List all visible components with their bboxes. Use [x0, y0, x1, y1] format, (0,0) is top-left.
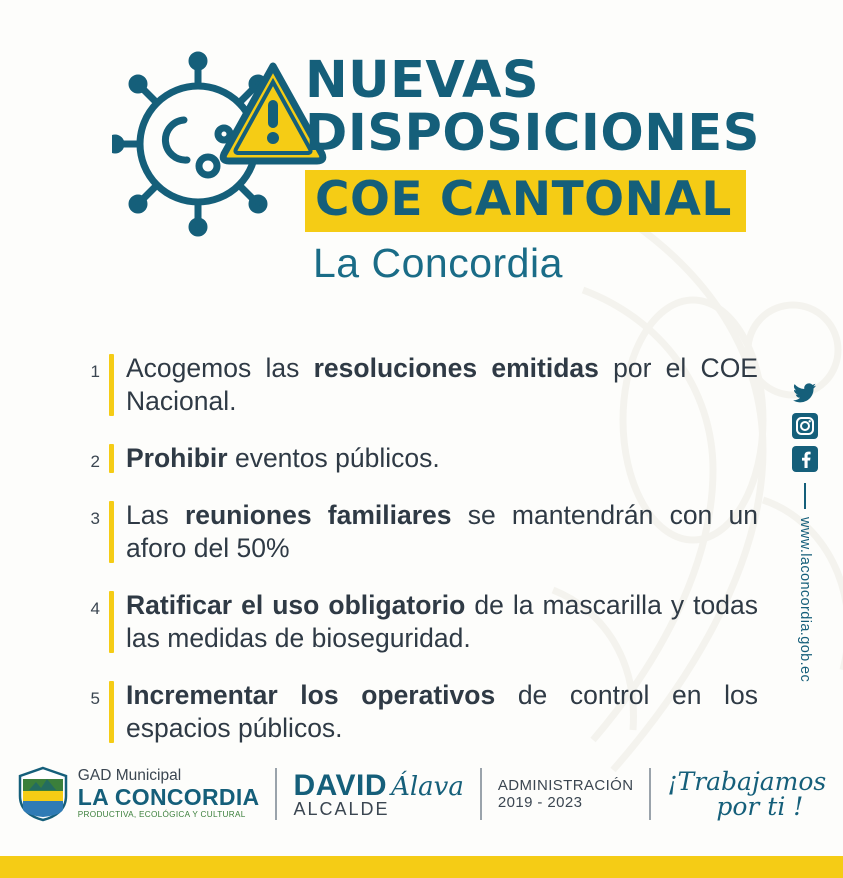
gad-line-2: LA CONCORDIA: [77, 783, 260, 810]
list-item: [78, 499, 758, 565]
list-item: [78, 442, 758, 475]
footer-divider: [275, 768, 277, 820]
dispositions-list: [78, 352, 758, 769]
facebook-icon[interactable]: [792, 446, 818, 472]
list-item-text-part: se mantendrán con un aforo del 50%: [126, 500, 758, 563]
mayor-block: [293, 769, 463, 820]
mayor-first-name: DAVID: [293, 768, 388, 802]
list-item-bar: [109, 444, 114, 473]
gad-line-1: GAD Municipal: [77, 767, 182, 785]
list-item-text-part: Las: [126, 500, 185, 530]
list-item-text: [126, 679, 758, 745]
list-item-number: 4: [90, 599, 100, 618]
list-item-bar: [109, 501, 114, 563]
list-item-text: [126, 442, 758, 475]
list-item-number: 2: [90, 452, 100, 471]
instagram-icon[interactable]: [792, 413, 818, 439]
list-item-number: 3: [90, 509, 100, 528]
slogan-line-1: ¡Trabajamos: [667, 767, 827, 796]
social-rail: [785, 380, 825, 682]
list-item-bar: [109, 354, 114, 416]
poster-header: [0, 26, 843, 286]
mayor-role: ALCALDE: [293, 798, 390, 819]
list-item-text-part-bold: resoluciones emitidas: [313, 353, 599, 383]
subtitle: La Concordia: [313, 240, 563, 286]
administration-label: ADMINISTRACIÓN: [497, 777, 634, 794]
rail-divider: [804, 483, 806, 509]
list-item: [78, 589, 758, 655]
gad-line-3: PRODUCTIVA, ECOLÓGICA Y CULTURAL: [77, 809, 246, 819]
list-item-text: [126, 589, 758, 655]
list-item-bar: [109, 681, 114, 743]
list-item-text-part-bold: Prohibir: [126, 443, 228, 473]
list-item-text-part: de la mascarilla y todas las medidas de bioseguridad.: [126, 590, 758, 653]
gad-logo: [17, 766, 260, 822]
administration-years: 2019 - 2023: [497, 794, 583, 811]
footer-divider: [649, 768, 651, 820]
slogan-line-2: por ti !: [716, 792, 804, 821]
bottom-accent-bar: [0, 856, 843, 878]
administration-block: [498, 777, 634, 811]
list-item-text-part: por el COE Nacional.: [126, 353, 758, 416]
twitter-icon[interactable]: [792, 380, 818, 406]
list-item-text-part: eventos públicos.: [227, 443, 440, 473]
slogan-block: [667, 769, 826, 819]
list-item-text: [126, 499, 758, 565]
list-item-text: [126, 352, 758, 418]
list-item: [78, 352, 758, 418]
list-item: [78, 679, 758, 745]
mayor-last-name: Álava: [391, 771, 464, 802]
title-line-2: DISPOSICIONES: [305, 104, 760, 163]
list-item-number: 5: [90, 689, 100, 708]
municipal-coat-of-arms-icon: [17, 766, 69, 822]
title-highlight: COE CANTONAL: [305, 170, 746, 232]
list-item-text-part-bold: Incrementar los operativos: [126, 680, 496, 710]
title-line-1: NUEVAS: [305, 51, 540, 110]
list-item-text-part-bold: reuniones familiares: [184, 500, 452, 530]
list-item-text-part: Acogemos las: [126, 353, 314, 383]
poster-footer: [0, 752, 843, 836]
title-block: [305, 51, 825, 287]
list-item-text-part-bold: Ratificar el uso obligatorio: [126, 590, 466, 620]
list-item-text-part: de control en los espacios públicos.: [126, 680, 758, 743]
website-url[interactable]: www.laconcordia.gob.ec: [797, 517, 813, 683]
footer-divider: [480, 768, 482, 820]
list-item-number: 1: [90, 362, 100, 381]
list-item-bar: [109, 591, 114, 653]
